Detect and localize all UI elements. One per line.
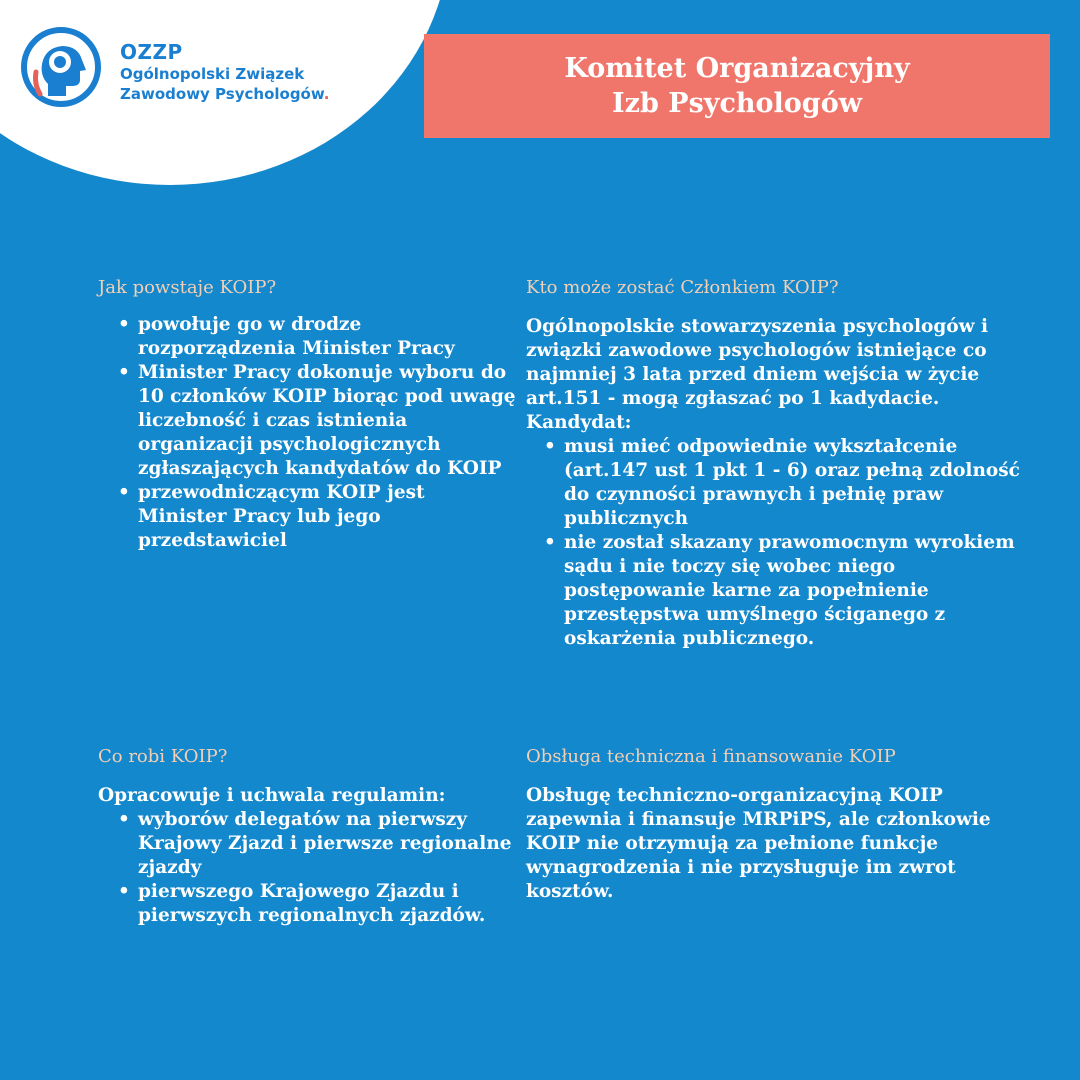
section-text: Obsługę techniczno-organizacyjną KOIP zapewnia i finansuje MRPiPS, ale członkowie KOIP nie otrzymują za pełnione funkcje wynagrodzenia i nie przysługuje im zwrot kosztów. (526, 785, 991, 902)
section-how-formed (98, 276, 518, 553)
section-intro: Ogólnopolskie stowarzyszenia psychologów i związki zawodowe psychologów istniejące co najmniej 3 lata przed dniem wejścia w życie art.151 - mogą zgłaszać po 1 kadydacie. (526, 316, 988, 409)
brand-name: OZZP (120, 40, 183, 64)
bullet-list (114, 808, 518, 928)
list-item: • przewodniczącym KOIP jest Minister Pracy lub jego przedstawiciel (114, 481, 518, 553)
page-title (424, 34, 1050, 138)
title-line-1: Komitet Organizacyjny (564, 53, 910, 84)
candidate-label: Kandydat: (526, 412, 632, 433)
section-heading: Jak powstaje KOIP? (98, 277, 277, 298)
brand-line-2-text: Zawodowy Psychologów (120, 85, 324, 103)
section-intro: Opracowuje i uchwala regulamin: (98, 785, 446, 806)
section-service-funding (526, 745, 1026, 904)
ozzp-logo-icon (18, 24, 104, 110)
list-item: • powołuje go w drodze rozporządzenia Minister Pracy (114, 313, 518, 361)
list-item: • pierwszego Krajowego Zjazdu i pierwszych regionalnych zjazdów. (114, 880, 518, 928)
list-item: • Minister Pracy dokonuje wyboru do 10 członków KOIP biorąc pod uwagę liczebność i czas istnienia organizacji psychologicznych zgłaszających kandydatów do KOIP (114, 361, 518, 481)
bullet-list (114, 313, 518, 553)
section-heading: Co robi KOIP? (98, 746, 228, 767)
brand-line-1: Ogólnopolski Związek (120, 65, 305, 83)
brand-line-2 (120, 84, 329, 104)
list-item: • nie został skazany prawomocnym wyrokiem sądu i nie toczy się wobec niego postępowanie karne za popełnienie przestępstwa umyślnego ściganego z oskarżenia publicznego. (540, 531, 1026, 651)
title-line-2: Izb Psychologów (612, 88, 862, 119)
brand-dot: . (323, 85, 330, 103)
section-what-does (98, 745, 518, 928)
bullet-list (540, 435, 1026, 651)
list-item: • wyborów delegatów na pierwszy Krajowy Zjazd i pierwsze regionalne zjazdy (114, 808, 518, 880)
section-heading: Kto może zostać Członkiem KOIP? (526, 277, 839, 298)
brand-block (120, 40, 329, 104)
section-heading: Obsługa techniczna i finansowanie KOIP (526, 746, 896, 767)
section-who-member (526, 276, 1026, 651)
list-item: • musi mieć odpowiednie wykształcenie (art.147 ust 1 pkt 1 - 6) oraz pełną zdolność do czynności prawnych i pełnię praw publicznych (540, 435, 1026, 531)
